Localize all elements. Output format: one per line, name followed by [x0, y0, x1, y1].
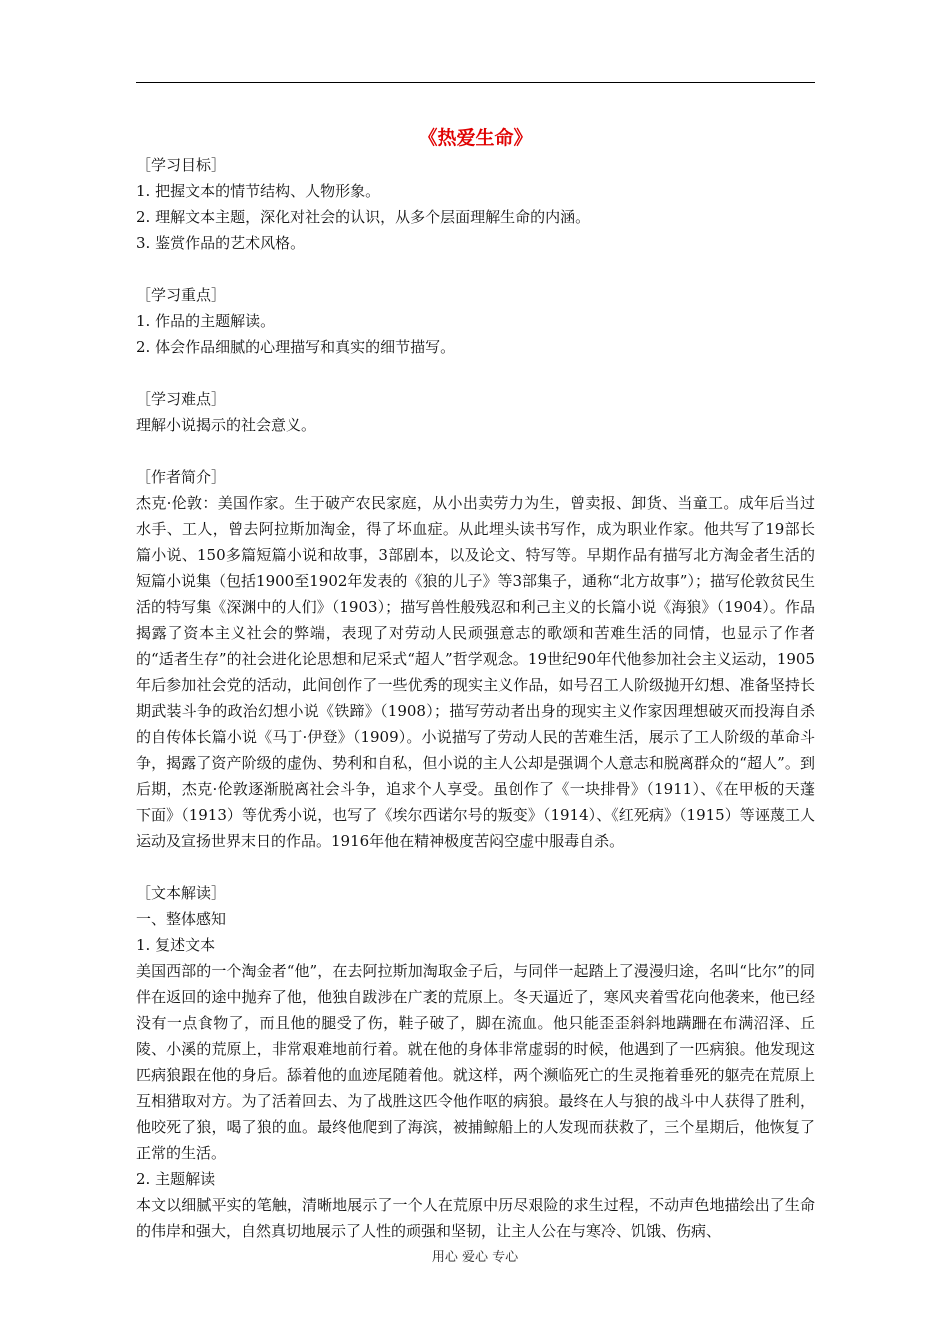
- author-paragraph: 杰克·伦敦：美国作家。生于破产农民家庭，从小出卖劳力为生，曾卖报、卸货、当童工。成年后当过水手、工人，曾去阿拉斯加淘金，得了坏血症。从此埋头读书写作，成为职业作家。他共写了19部长篇小说、150多篇短篇小说和故事，3部剧本，以及论文、特写等。早期作品有描写北方淘金者生活的短篇小说集（包括1900至1902年发表的《狼的儿子》等3部集子，通称“北方故事”）；描写伦敦贫民生活的特写集《深渊中的人们》（1903）；描写兽性般残忍和利己主义的长篇小说《海狼》（1904）。作品揭露了资本主义社会的弊端，表现了对劳动人民顽强意志的歌颂和苦难生活的同情，也显示了作者的“适者生存”的社会进化论思想和尼采式“超人”哲学观念。19世纪90年代他参加社会主义运动，1905年后参加社会党的活动，此间创作了一些优秀的现实主义作品，如号召工人阶级抛开幻想、准备坚持长期武装斗争的政治幻想小说《铁蹄》（1908）；描写劳动者出身的现实主义作家因理想破灭而投海自杀的自传体长篇小说《马丁·伊登》（1909）。小说描写了劳动人民的苦难生活，展示了工人阶级的革命斗争，揭露了资产阶级的虚伪、势利和自私，但小说的主人公却是强调个人意志和脱离群众的“超人”。到后期，杰克·伦敦逐渐脱离社会斗争，追求个人享受。虽创作了《一块排骨》（1911）、《在甲板的天蓬下面》（1913）等优秀小说，也写了《埃尔西诺尔号的叛变》（1914）、《红死病》（1915）等诬蔑工人运动及宣扬世界末日的作品。1916年他在精神极度苦闷空虚中服毒自杀。: [136, 494, 815, 850]
- objectives-section: [136, 152, 815, 256]
- section-heading: ［作者简介］: [136, 468, 227, 486]
- section-heading: ［学习难点］: [136, 390, 227, 408]
- document-body: [136, 124, 815, 1244]
- document-title: 《热爱生命》: [418, 127, 533, 149]
- subsection-heading: 1. 复述文本: [136, 936, 216, 954]
- header-rule: [136, 82, 815, 83]
- list-item: 1. 把握文本的情节结构、人物形象。: [136, 182, 381, 200]
- author-section: [136, 464, 815, 854]
- section-heading: ［学习目标］: [136, 156, 227, 174]
- subsection-heading: 一、整体感知: [136, 910, 227, 928]
- list-item: 2. 体会作品细腻的心理描写和真实的细节描写。: [136, 338, 456, 356]
- section-heading: ［学习重点］: [136, 286, 227, 304]
- list-item: 3. 鉴赏作品的艺术风格。: [136, 234, 306, 252]
- list-item: 1. 作品的主题解读。: [136, 312, 276, 330]
- retell-paragraph: 美国西部的一个淘金者“他”，在去阿拉斯加淘取金子后，与同伴一起踏上了漫漫归途，名叫“比尔”的同伴在返回的途中抛弃了他，他独自跋涉在广袤的荒原上。冬天逼近了，寒风夹着雪花向他袭来，他已经没有一点食物了，而且他的腿受了伤，鞋子破了，脚在流血。他只能歪歪斜斜地蹒跚在布满沼泽、丘陵、小溪的荒原上，非常艰难地前行着。就在他的身体非常虚弱的时候，他遇到了一匹病狼。他发现这匹病狼跟在他的身后。舔着他的血迹尾随着他。就这样，两个濒临死亡的生灵拖着垂死的躯壳在荒原上互相猎取对方。为了活着回去、为了战胜这匹令他作呕的病狼。最终在人与狼的战斗中人获得了胜利，他咬死了狼，喝了狼的血。最终他爬到了海滨，被捕鲸船上的人发现而获救了，三个星期后，他恢复了正常的生活。: [136, 962, 815, 1162]
- reading-section: [136, 880, 815, 1244]
- paragraph: 理解小说揭示的社会意义。: [136, 416, 317, 434]
- difficulties-section: [136, 386, 815, 438]
- list-item: 2. 理解文本主题，深化对社会的认识，从多个层面理解生命的内涵。: [136, 208, 591, 226]
- subsection-heading: 2. 主题解读: [136, 1170, 216, 1188]
- key-points-section: [136, 282, 815, 360]
- page-footer: 用心 爱心 专心: [431, 1250, 519, 1265]
- section-heading: ［文本解读］: [136, 884, 227, 902]
- theme-paragraph: 本文以细腻平实的笔触，清晰地展示了一个人在荒原中历尽艰险的求生过程，不动声色地描绘出了生命的伟岸和强大，自然真切地展示了人性的顽强和坚韧，让主人公在与寒冷、饥饿、伤病、: [136, 1196, 815, 1240]
